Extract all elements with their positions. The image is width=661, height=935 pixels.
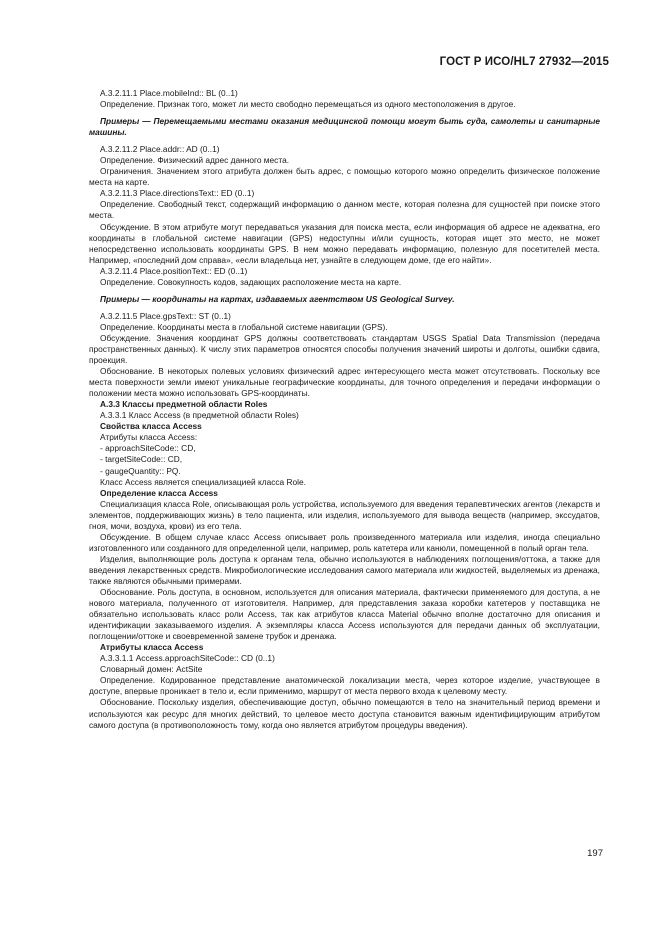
example-note: Примеры — Перемещаемыми местами оказания медицинской помощи могут быть суда, самолеты и санитарные машины.: [89, 116, 600, 138]
section-heading: А.3.3 Классы предметной области Roles: [100, 399, 268, 410]
paragraph: Определение. Совокупность кодов, задающих расположение места на карте.: [100, 276, 402, 287]
paragraph: Обсуждение. В общем случае класс Access описывает роль произведенного материала или изделия, иногда специально изготовленного или созданного для определенной цели, например, роль катетера или канюли, помещенной в полый орган тела.: [89, 531, 600, 553]
paragraph: Изделия, выполняющие роль доступа к органам тела, обычно используются в наблюдениях поглощения/оттока, а также для введения лекарственных средств. Микробиологические исследования самого материала или жидкостей, выделяемых из дренажа, также являются обычными примерами.: [89, 553, 600, 586]
paragraph: Определение. Свободный текст, содержащий информацию о данном месте, которая полезна для сущностей при поиске этого места.: [89, 199, 600, 221]
paragraph: Обоснование. В некоторых полевых условиях физический адрес интересующего места может отсутствовать. Поскольку все места поверхности земли имеют уникальные географические координаты, для точного определения и передачи информации о положении места можно использовать GPS-координаты.: [89, 366, 600, 399]
attribute-heading: А.3.2.11.2 Place.addr:: AD (0..1): [100, 144, 220, 155]
page-number: 197: [587, 848, 603, 859]
attribute-heading: А.3.2.11.3 Place.directionsText:: ED (0..1): [100, 188, 255, 199]
paragraph: Словарный домен: ActSite: [100, 664, 203, 675]
bold-heading: Определение класса Access: [100, 487, 218, 498]
list-item: - gaugeQuantity:: PQ.: [100, 465, 181, 476]
paragraph: Определение. Признак того, может ли место свободно перемещаться из одного местоположения в другое.: [100, 99, 516, 110]
paragraph: Специализация класса Role, описывающая роль устройства, используемого для введения терапевтических агентов (лекарств и элементов, поддерживающих жизнь) в тело пациента, или изделия, используемого для вывода веществ (например, экссудатов, гноя, мочи, воздуха, крови) из его тела.: [89, 498, 600, 531]
bold-heading: Атрибуты класса Access: [100, 642, 204, 653]
attribute-heading: А.3.2.11.4 Place.positionText:: ED (0..1): [100, 265, 248, 276]
document-body: [89, 88, 600, 731]
paragraph: Ограничения. Значением этого атрибута должен быть адрес, с помощью которого можно определить физическое положение места на карте.: [89, 166, 600, 188]
paragraph: Класс Access является специализацией класса Role.: [100, 476, 306, 487]
paragraph: Обсуждение. Значения координат GPS должны соответствовать стандартам USGS Spatial Data Transmission (передача пространственных данных). К числу этих параметров относятся способы получения значений широты и долготы, ошибки сдвига, проекция.: [89, 332, 600, 366]
paragraph: Обоснование. Поскольку изделия, обеспечивающие доступ, обычно помещаются в тело на значительный период времени и используются как ресурс для многих действий, то целевое место доступа становится важным идентифицирующим атрибутом самого доступа (в противоположность тому, когда оно является атрибутом процедуры введения).: [89, 697, 600, 730]
paragraph: Определение. Кодированное представление анатомической локализации места, через которое изделие, участвующее в доступе, впервые проникает в тело и, если применимо, маршрут от места первого входа к целевому месту.: [89, 675, 600, 697]
attribute-heading: А.3.2.11.5 Place.gpsText:: ST (0..1): [100, 310, 231, 321]
paragraph: Обоснование. Роль доступа, в основном, используется для описания материала, фактически применяемого для доступа, а не нового материала, полученного от изготовителя. Например, для представления заказа коробки катетеров у поставщика не обязательно использовать класс роли Access, так как атрибутов класса Material обычно вполне достаточно для описания и идентификации заказываемого изделия. А экземпляры класса Access используются для передачи данных об эксплуатации, поглощении/оттоке и своевременной замене трубок и дренажа.: [89, 587, 600, 642]
list-item: - approachSiteCode:: CD,: [100, 443, 196, 454]
paragraph: Атрибуты класса Access:: [100, 432, 198, 443]
example-note: Примеры — координаты на картах, издаваемых агентством US Geological Survey.: [100, 293, 455, 304]
paragraph: Определение. Физический адрес данного места.: [100, 155, 290, 166]
document-header: ГОСТ Р ИСО/HL7 27932—2015: [439, 56, 609, 68]
paragraph: Определение. Координаты места в глобальной системе навигации (GPS).: [100, 321, 388, 332]
bold-heading: Свойства класса Access: [100, 421, 202, 432]
subsection-heading: А.3.3.1 Класс Access (в предметной области Roles): [100, 410, 299, 421]
attribute-heading: А.3.2.11.1 Place.mobileInd:: BL (0..1): [100, 88, 238, 98]
list-item: - targetSiteCode:: CD,: [100, 454, 183, 465]
paragraph: Обсуждение. В этом атрибуте могут передаваться указания для поиска места, если информация об адресе не адекватна, его координаты в глобальной системе навигации (GPS) недоступны и/или сущность, которая ищет это место, не может непосредственно использовать координаты GPS. В нем можно передавать информацию, полезную для посетителей места. Например, «последний дом справа», «если владельца нет, узнайте в следующем доме, где его найти».: [89, 221, 600, 265]
attribute-heading: А.3.3.1.1 Access.approachSiteCode:: CD (0..1): [100, 653, 275, 664]
